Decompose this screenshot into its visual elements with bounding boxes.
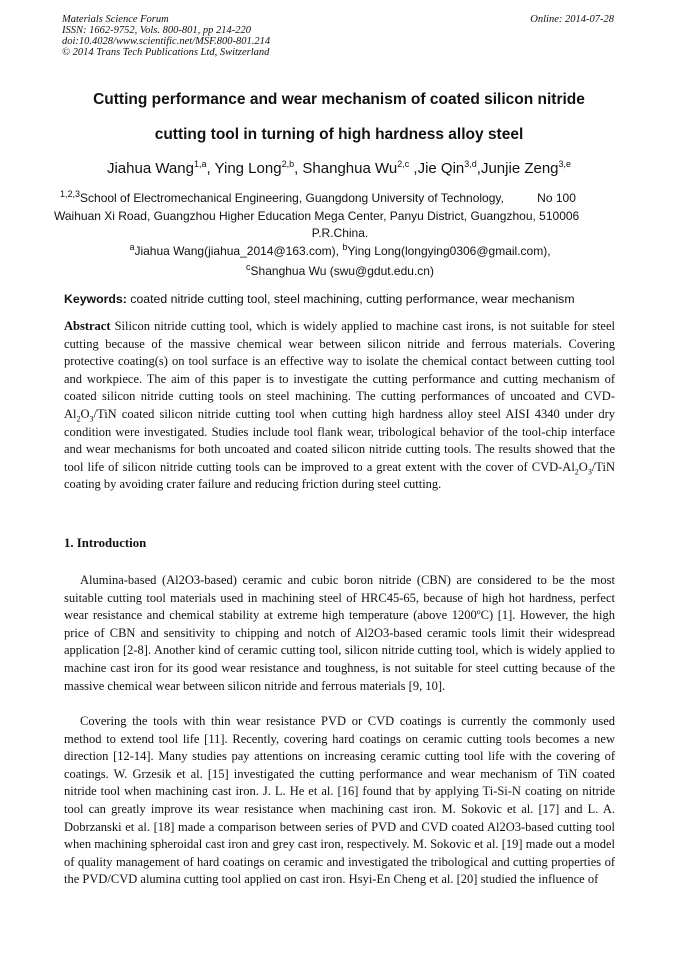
introduction-paragraph-1: Alumina-based (Al2O3-based) ceramic and cubic boron nitride (CBN) are considered to be the most suitable cutting tool materials used in machining steel of HRC45-65, because of high hot hardness, perfect wear resistance and chemical stability at extreme high temperature (above 1200ºC) [1]. However, the high price of CBN and sensitivity to chipping and notch of Al2O3-based ceramic tools limit their widespread application [2-8]. Another kind of ceramic cutting tool, silicon nitride cutting tool, which is widely applied to machine cast iron for its good wear resistance and toughness, is not suitable for steel cutting because of the massive chemical wear between silicon nitride and ferrous materials [9, 10]. <box>64 573 615 693</box>
email-link[interactable]: Jiahua Wang(jiahua_2014@163.com), <box>134 243 343 258</box>
paper-title-line-1: Cutting performance and wear mechanism of coated silicon nitride <box>93 91 585 108</box>
author-affiliation-mark: 1,a <box>193 159 207 169</box>
email-link[interactable]: Ying Long(longying0306@gmail.com), <box>347 243 551 258</box>
paper-title-line-2: cutting tool in turning of high hardness alloy steel <box>154 126 524 143</box>
section-heading-introduction: 1. Introduction <box>64 536 147 550</box>
author-name: Junjie Zeng <box>480 160 559 177</box>
author-affiliation-mark: 3,d <box>464 159 477 169</box>
affiliation-mark: 1,2,3 <box>60 189 81 199</box>
issn-line: ISSN: 1662-9752, Vols. 800-801, pp 214-220 <box>62 25 251 36</box>
keywords-text: coated nitride cutting tool, steel machining, cutting performance, wear mechanism <box>126 292 575 306</box>
keywords-label: Keywords: <box>64 292 127 306</box>
copyright-line: © 2014 Trans Tech Publications Ltd, Switzerland <box>62 47 270 58</box>
email-link[interactable]: Shanghua Wu (swu@gdut.edu.cn) <box>250 264 434 278</box>
abstract-paragraph: Abstract Silicon nitride cutting tool, which is widely applied to machine cast irons, is not suitable for steel cutting because of the massive chemical wear between silicon nitride and ferrous materials. Covering protective coating(s) on tool surface is an effective way to isolate the chemical contact between cutting tool and workpiece. The aim of this paper is to investigate the cutting performance and cutting mechanism of coated silicon nitride cutting tools on steel machining. The cutting performances of uncoated and CVD-$Al_2O_3$/TiN coated silicon nitride cutting tool when cutting high hardness alloy steel AISI 4340 under dry condition were investigated. Studies include tool flank wear, tribological behavior of the tool-chip interface and wear mechanisms for both uncoated and coated silicon nitride cutting tools. The results showed that the tool life of silicon nitride cutting tools can be improved to a great extent with the cover of CVD-$Al_2O_3$/TiN coating by avoiding crater failure and reducing friction during steel cutting. <box>64 319 615 492</box>
journal-header <box>62 14 270 58</box>
author-separator: , <box>409 160 418 177</box>
online-date: Online: 2014-07-28 <box>530 14 614 25</box>
author-separator: , <box>294 160 303 177</box>
author-name: Jie Qin <box>417 160 465 177</box>
affiliation-block <box>54 189 620 281</box>
doi-line[interactable]: doi:10.4028/www.scientific.net/MSF.800-801.214 <box>62 36 271 47</box>
author-affiliation-mark: 2,b <box>281 159 295 169</box>
affiliation-line-3: P.R.China. <box>311 226 369 240</box>
email-line-2: $^c$Shanghua Wu (swu@gdut.edu.cn) <box>246 262 434 278</box>
introduction-paragraph-2: Covering the tools with thin wear resistance PVD or CVD coatings is currently the commonly used method to extend tool life [11]. Recently, covering hard coatings on ceramic cutting tools becomes a new direction [12-14]. Many studies pay attentions on increasing ceramic cutting tool life with the covering of coatings. W. Grzesik et al. [15] investigated the cutting performance and wear mechanism of TiN coated nitride tool when machining cast iron. J. L. He et al. [16] found that by applying Ti-Si-N coating on nitride tool can greatly improve its wear resistance when machining cast iron. M. Sokovic et al. [17] and L. A. Dobrzanski et al. [18] made a comparison between series of PVD and CVD coated Al2O3-based cutting tool when machining spheroidal cast iron and grey cast iron, respectively. M. Sokovic et al. [19] made out a model of quality management of hard coatings on ceramic and investigated the tribological and cutting properties of the PVD/CVD alumina cutting tool applied on cast iron. Hsyi-En Cheng et al. [20] studied the influence of <box>64 714 615 887</box>
author-affiliation-mark: 2,c <box>397 159 410 169</box>
author-separator: , <box>206 160 215 177</box>
abstract-label: Abstract <box>64 319 111 333</box>
author-list <box>30 160 648 177</box>
author-affiliation-mark: 3,e <box>558 159 572 169</box>
author-name: Shanghua Wu <box>302 160 398 177</box>
affiliation-line-2: Waihuan Xi Road, Guangzhou Higher Education Mega Center, Panyu District, Guangzhou, 510006 <box>54 208 580 223</box>
author-name: Ying Long <box>214 160 282 177</box>
author-name: Jiahua Wang <box>106 160 194 177</box>
keywords <box>64 292 624 306</box>
affiliation-line-1: $^{1,2,3}$School of Electromechanical Engineering, Guangdong University of Technology, No 100 <box>60 189 576 205</box>
email-line-1: $^a$Jiahua Wang(jiahua_2014@163.com), $^b$Ying Long(longying0306@gmail.com), <box>129 241 551 258</box>
author-separator: , <box>476 160 481 177</box>
journal-name: Materials Science Forum <box>62 14 169 25</box>
